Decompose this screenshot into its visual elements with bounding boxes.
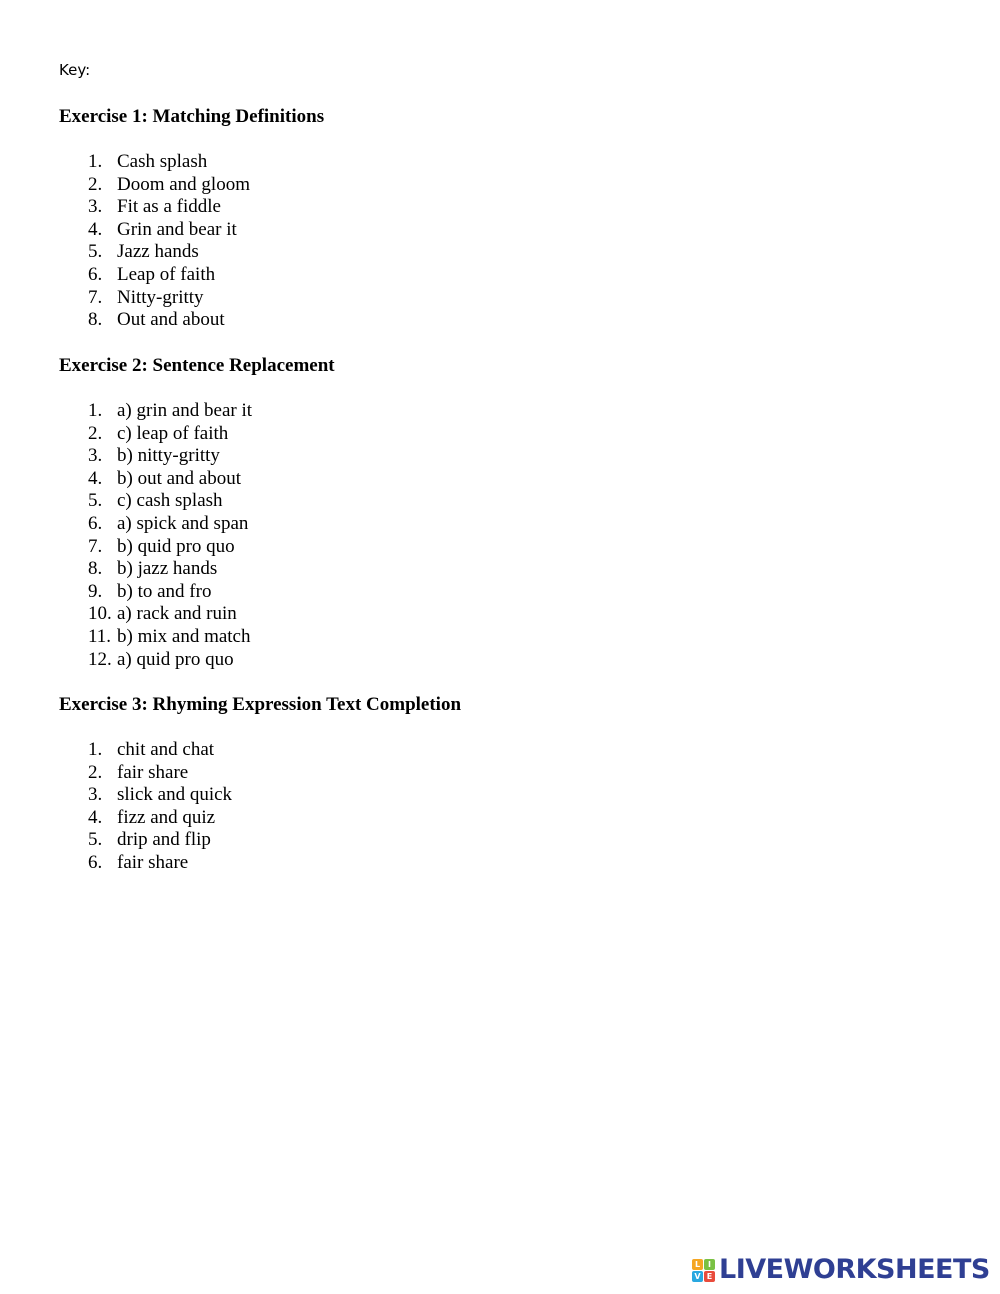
item-number: 2. [88, 422, 103, 444]
item-answer: Grin and bear it [117, 218, 237, 240]
list-item [59, 287, 324, 310]
item-number: 6. [88, 851, 103, 873]
item-number: 4. [88, 806, 103, 828]
item-number: 5. [88, 490, 103, 512]
item-answer: Leap of faith [117, 263, 216, 285]
list-item [59, 400, 335, 423]
list-item [59, 649, 335, 672]
item-number: 7. [88, 535, 103, 557]
logo-tile: I [704, 1259, 715, 1270]
liveworksheets-logo [692, 1255, 990, 1285]
item-answer: b) out and about [117, 467, 242, 489]
item-answer: a) spick and span [117, 512, 249, 534]
list-item [59, 423, 335, 446]
item-number: 3. [88, 784, 103, 806]
exercise-3-answer-list [59, 739, 461, 875]
list-item [59, 513, 335, 536]
item-answer: Cash splash [117, 151, 208, 172]
item-answer: b) jazz hands [117, 558, 218, 580]
item-number: 5. [88, 241, 103, 263]
item-answer: a) grin and bear it [117, 400, 253, 421]
item-number: 1. [88, 151, 103, 172]
list-item [59, 558, 335, 581]
item-answer: c) leap of faith [117, 422, 229, 444]
list-item [59, 196, 324, 219]
list-item [59, 264, 324, 287]
list-item [59, 739, 461, 762]
item-answer: b) nitty-gritty [117, 445, 220, 467]
logo-tile: L [692, 1259, 703, 1270]
item-answer: Out and about [117, 309, 225, 331]
item-answer: Doom and gloom [117, 173, 250, 195]
exercise-3-section [59, 693, 461, 875]
item-answer: Nitty-gritty [117, 286, 204, 308]
item-number: 8. [88, 558, 103, 580]
exercise-2-section [59, 354, 335, 671]
item-number: 8. [88, 309, 103, 331]
item-number: 1. [88, 739, 103, 760]
list-item [59, 468, 335, 491]
exercise-2-answer-list [59, 400, 335, 671]
item-number: 10. [88, 603, 112, 625]
list-item [59, 445, 335, 468]
item-number: 12. [88, 648, 112, 670]
liveworksheets-logo-icon [692, 1259, 715, 1282]
item-answer: Fit as a fiddle [117, 196, 221, 218]
item-number: 3. [88, 196, 103, 218]
item-number: 2. [88, 761, 103, 783]
exercise-3-title: Exercise 3: Rhyming Expression Text Completion [59, 694, 462, 715]
item-number: 1. [88, 400, 103, 421]
item-number: 6. [88, 263, 103, 285]
logo-tile: V [692, 1271, 703, 1282]
exercise-1-section [59, 105, 324, 332]
list-item [59, 603, 335, 626]
list-item [59, 581, 335, 604]
list-item [59, 784, 461, 807]
key-label: Key: [59, 61, 91, 79]
item-answer: c) cash splash [117, 490, 223, 512]
list-item [59, 852, 461, 875]
item-number: 9. [88, 580, 103, 602]
list-item [59, 309, 324, 332]
list-item [59, 626, 335, 649]
item-number: 11. [88, 625, 112, 647]
item-number: 5. [88, 829, 103, 851]
list-item [59, 762, 461, 785]
item-answer: b) mix and match [117, 625, 251, 647]
list-item [59, 807, 461, 830]
item-answer: b) to and fro [117, 580, 212, 602]
item-number: 3. [88, 445, 103, 467]
list-item [59, 219, 324, 242]
exercise-1-title: Exercise 1: Matching Definitions [59, 106, 325, 127]
item-answer: slick and quick [117, 784, 233, 806]
item-number: 6. [88, 512, 103, 534]
logo-tile: E [704, 1271, 715, 1282]
list-item [59, 151, 324, 174]
list-item [59, 829, 461, 852]
list-item [59, 241, 324, 264]
item-answer: Jazz hands [117, 241, 199, 263]
item-answer: fair share [117, 851, 189, 873]
list-item [59, 490, 335, 513]
item-number: 7. [88, 286, 103, 308]
item-answer: a) quid pro quo [117, 648, 234, 670]
item-answer: drip and flip [117, 829, 211, 851]
item-answer: b) quid pro quo [117, 535, 235, 557]
item-number: 4. [88, 218, 103, 240]
exercise-1-answer-list [59, 151, 324, 332]
logo-wordmark: LIVEWORKSHEETS [719, 1254, 990, 1285]
item-answer: chit and chat [117, 739, 215, 760]
list-item [59, 536, 335, 559]
item-number: 2. [88, 173, 103, 195]
item-answer: fair share [117, 761, 189, 783]
item-answer: fizz and quiz [117, 806, 216, 828]
item-answer: a) rack and ruin [117, 603, 237, 625]
list-item [59, 174, 324, 197]
item-number: 4. [88, 467, 103, 489]
exercise-2-title: Exercise 2: Sentence Replacement [59, 355, 335, 376]
